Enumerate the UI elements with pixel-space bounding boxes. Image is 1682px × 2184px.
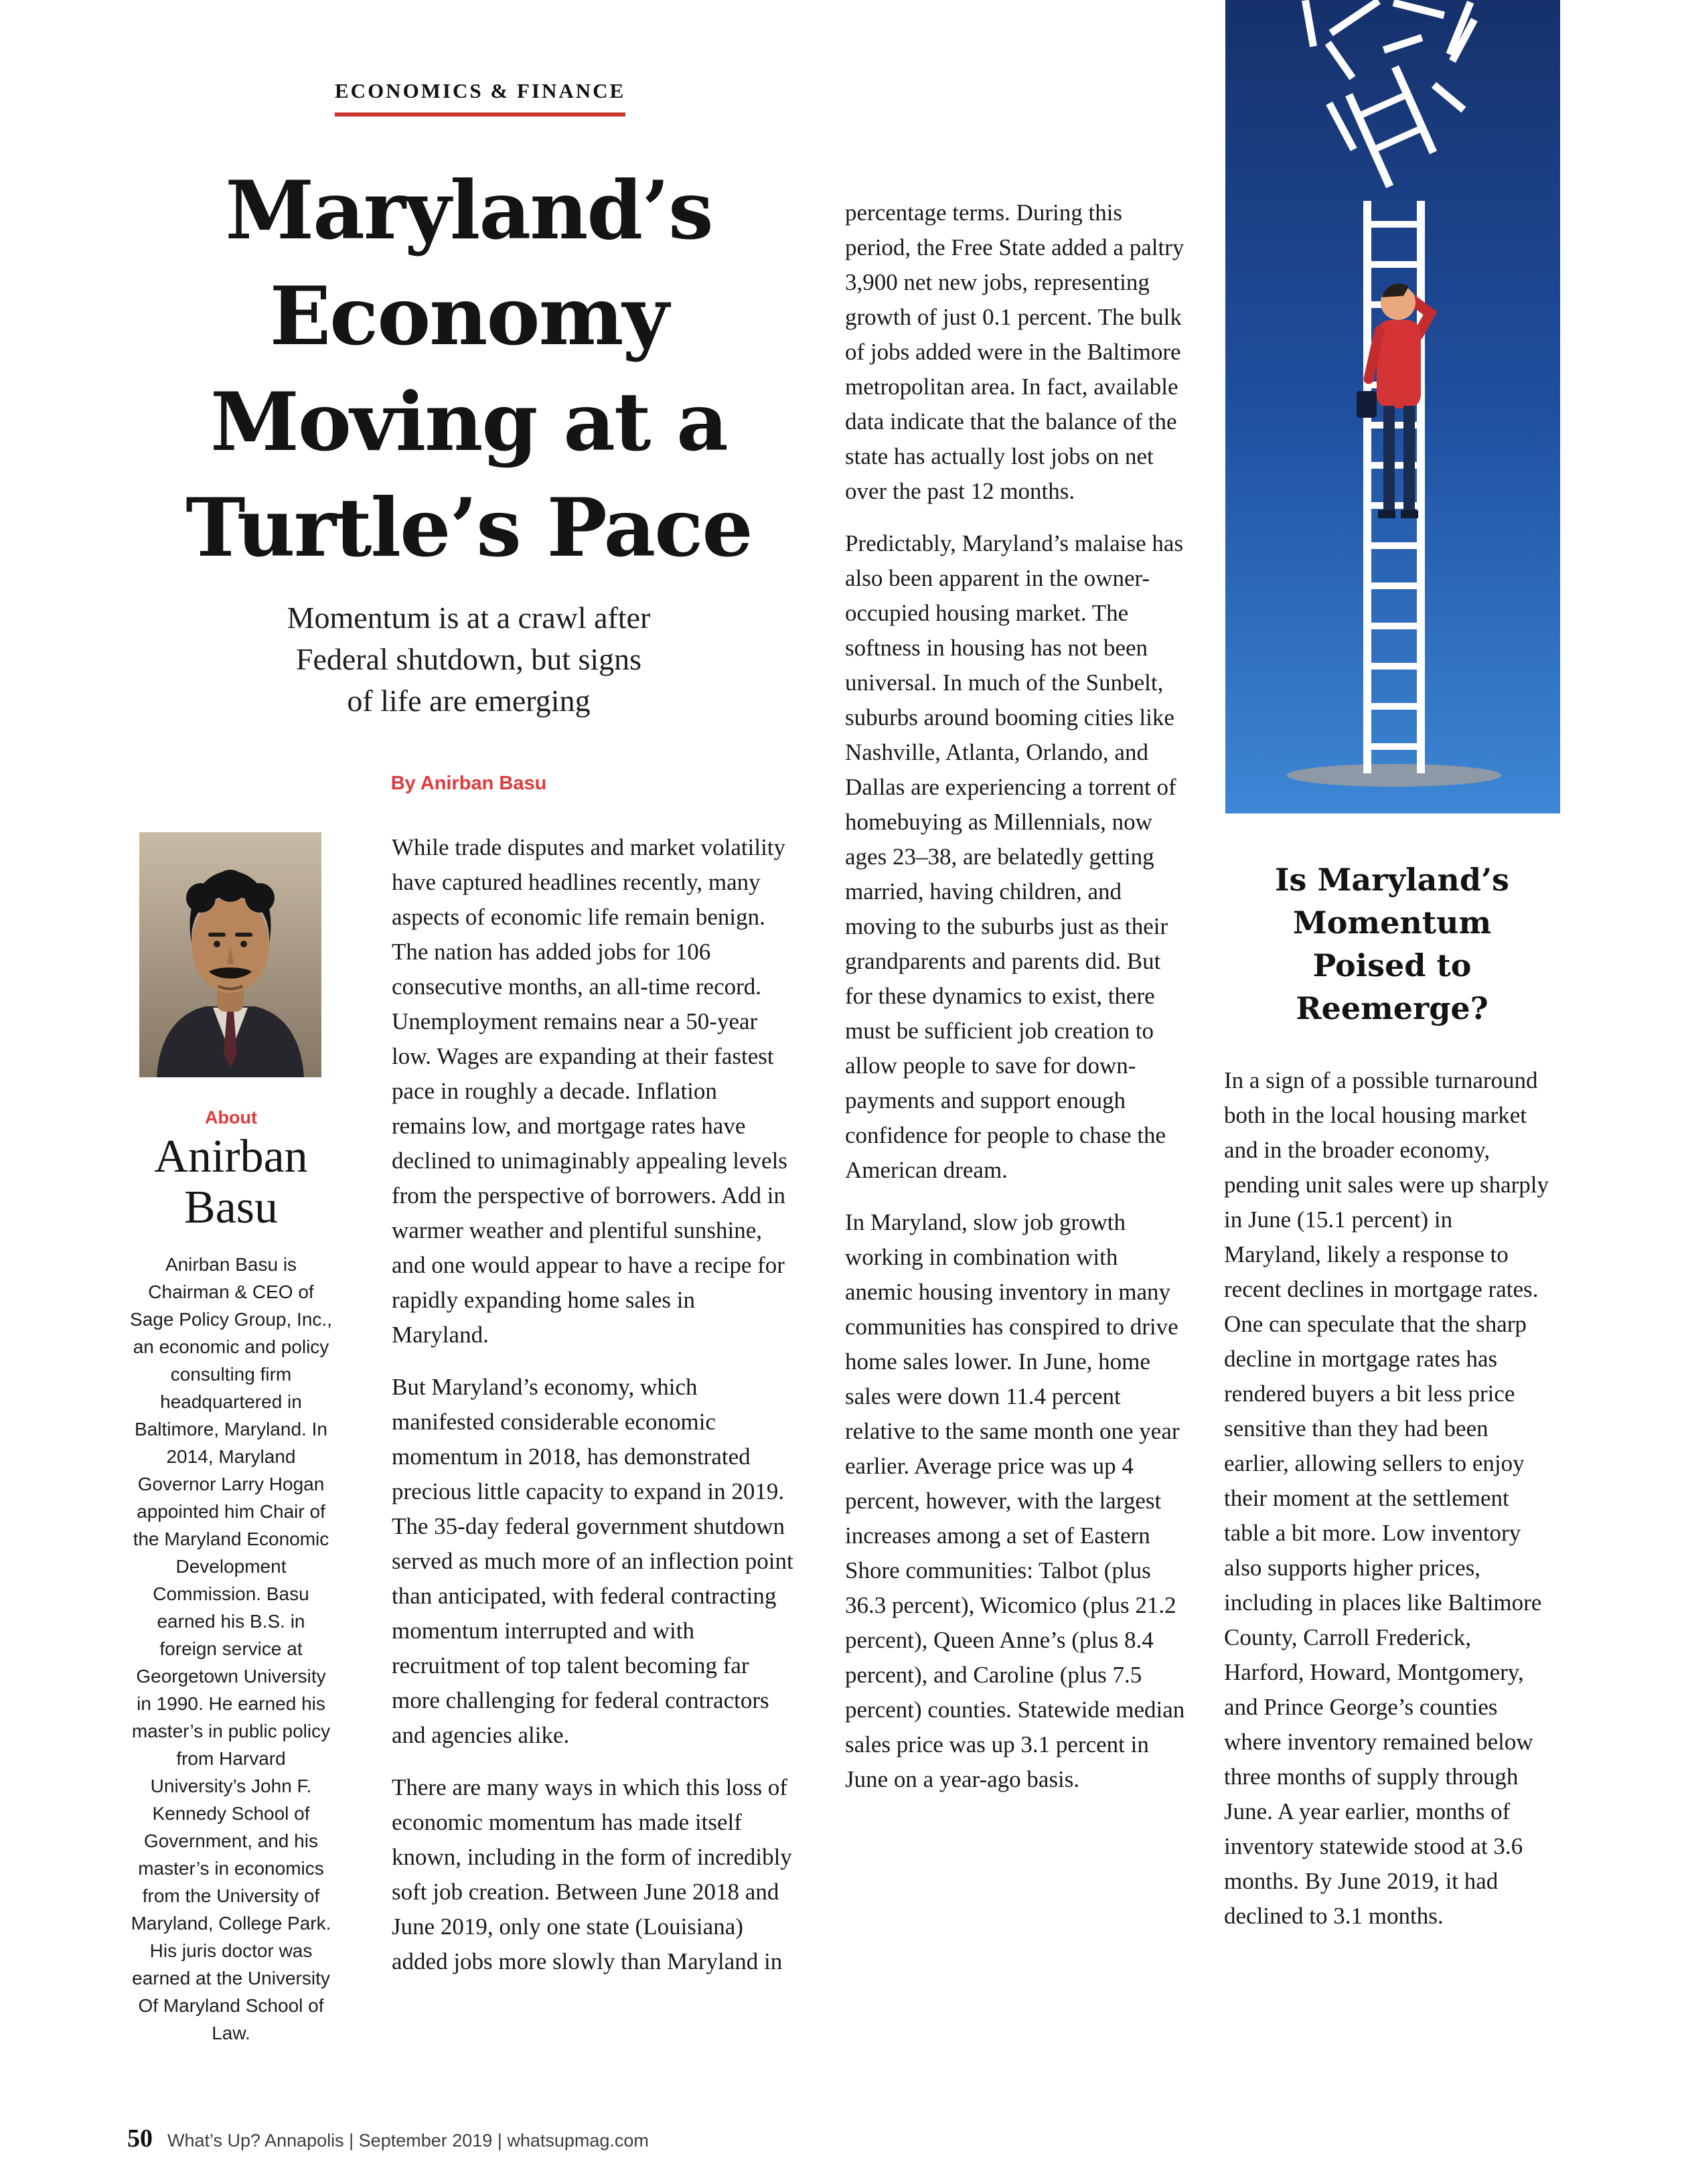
- page-footer: [127, 2124, 649, 2153]
- sidebar-heading-line: Poised to: [1312, 947, 1472, 984]
- ladder-illustration-graphic: [1225, 0, 1560, 813]
- subtitle-line: Momentum is at a crawl after: [287, 601, 651, 635]
- author-bio: Anirban Basu is Chairman & CEO of Sage Policy Group, Inc., an economic and policy consulting firm headquartered in Baltimore, Maryland. In 2014, Maryland Governor Larry Hogan appointed him Chair of the Maryland Economic Development Commission. Basu earned his B.S. in foreign service at Georgetown University in 1990. He earned his master’s in public policy from Harvard University’s John F. Kennedy School of Government, and his master’s in economics from the University of Maryland, College Park. His juris doctor was earned at the University Of Maryland School of Law.: [130, 1254, 332, 2043]
- title-line: Moving at a: [210, 375, 727, 469]
- sidebar-heading-line: Reemerge?: [1296, 990, 1488, 1026]
- about-label: About: [205, 1107, 257, 1127]
- body-paragraph: percentage terms. During this period, the Free State added a paltry 3,900 net new jobs, representing growth of just 0.1 percent. The bulk of jobs added were in the Baltimore metropolitan area. In fact, available data indicate that the balance of the state has actually lost jobs on net over the past 12 months.: [845, 200, 1184, 504]
- body-paragraph: While trade disputes and market volatility have captured headlines recently, many aspects of economic life remain benign. The nation has added jobs for 106 consecutive months, an all-time record. Unemployment remains near a 50-year low. Wages are expanding at their fastest pace in roughly a decade. Inflation remains low, and mortgage rates have declined to unimaginably appealing levels from the perspective of borrowers. Add in warmer weather and plentiful sunshine, and one would appear to have a recipe for rapidly expanding home sales in Maryland.: [392, 834, 787, 1348]
- body-column-1: [392, 830, 793, 1997]
- body-paragraph: In Maryland, slow job growth working in combination with anemic housing inventory in many communities has conspired to drive home sales lower. In June, home sales were down 11.4 percent relative to the same month one year earlier. Average price was up 4 percent, however, with the largest increases among a set of Eastern Shore communities: Talbot (plus 36.3 percent), Wicomico (plus 21.2 percent), Queen Anne’s (plus 8.4 percent), and Caroline (plus 7.5 percent) counties. Statewide median sales price was up 3.1 percent in June on a year-ago basis.: [845, 1209, 1185, 1792]
- author-photo: [139, 832, 321, 1077]
- body-paragraph: There are many ways in which this loss of economic momentum has made itself known, including in the form of incredibly soft job creation. Between June 2018 and June 2019, only one state (Louisiana) added jobs more slowly than Maryland in: [392, 1774, 792, 1974]
- sidebar-heading-line: Is Maryland’s: [1275, 862, 1509, 898]
- body-column-2: [845, 196, 1188, 1814]
- byline: By Anirban Basu: [390, 773, 547, 794]
- subtitle-line: Federal shutdown, but signs: [295, 642, 642, 676]
- body-paragraph: In a sign of a possible turnaround both in the local housing market and in the broader economy, pending unit sales were up sharply in June (15.1 percent) in Maryland, likely a response to recent declines in mortgage rates. One can speculate that the sharp decline in mortgage rates has rendered buyers a bit less price sensitive than they had been earlier, allowing sellers to enjoy their moment at the settlement table a bit more. Low inventory also supports higher prices, including in places like Baltimore County, Carroll Frederick, Harford, Howard, Montgomery, and Prince George’s counties where inventory remained below three months of supply through June. A year earlier, months of inventory statewide stood at 3.6 months. By June 2019, it had declined to 3.1 months.: [1224, 1067, 1549, 1929]
- page-number: 50: [127, 2124, 153, 2153]
- author-name-line: Anirban: [154, 1131, 308, 1182]
- title-line: Maryland’s: [225, 163, 712, 258]
- ladder-shadow: [1287, 764, 1501, 787]
- article-title: [141, 158, 797, 581]
- sidebar-heading: [1224, 858, 1560, 1030]
- body-paragraph: Predictably, Maryland’s malaise has also been apparent in the owner-occupied housing market. The softness in housing has not been universal. In much of the Sunbelt, suburbs around booming cities like Nashville, Atlanta, Orlando, and Dallas are experiencing a torrent of homebuying as Millennials, now ages 23–38, are belatedly getting married, having children, and moving to the suburbs just as their grandparents and parents did. But for these dynamics to exist, there must be sufficient job creation to allow people to save for down-payments and support enough confidence for people to chase the American dream.: [845, 530, 1184, 1183]
- sidebar-heading-line: Momentum: [1292, 905, 1492, 941]
- subtitle-line: of life are emerging: [347, 684, 591, 718]
- author-name-line: Basu: [184, 1182, 278, 1233]
- title-line: Economy: [269, 269, 668, 364]
- article-subtitle: [167, 597, 770, 722]
- body-paragraph: But Maryland’s economy, which manifested considerable economic momentum in 2018, has demonstrated precious little capacity to expand in 2019. The 35-day federal government shutdown served as much more of an inflection point than anticipated, with federal contracting momentum interrupted and with recruitment of top talent becoming far more challenging for federal contractors and agencies alike.: [392, 1374, 793, 1748]
- title-line: Turtle’s Pace: [185, 481, 752, 575]
- section-kicker: ECONOMICS & FINANCE: [335, 79, 625, 116]
- author-portrait-graphic: [139, 832, 321, 1077]
- footer-text: What’s Up? Annapolis | September 2019 | whatsupmag.com: [167, 2130, 649, 2151]
- body-column-3: [1224, 1063, 1553, 1951]
- ladder-illustration: [1225, 0, 1560, 813]
- author-name: [114, 1132, 348, 1233]
